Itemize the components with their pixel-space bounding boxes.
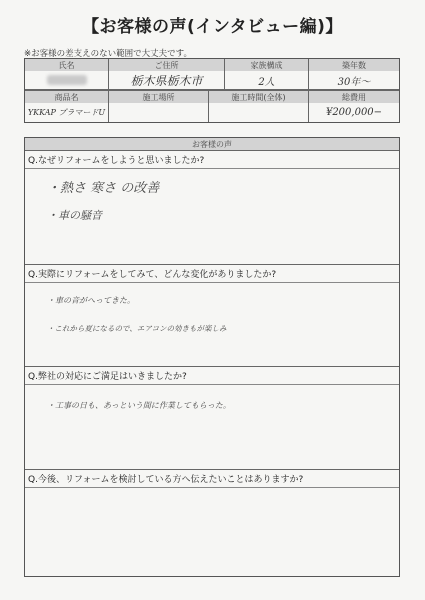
question-3: Q.弊社の対応にご満足はいきましたか? [25, 367, 399, 385]
question-4: Q.今後、リフォームを検討している方へ伝えたいことはありますか? [25, 470, 399, 488]
value-location [109, 103, 209, 122]
question-block-1 [25, 151, 399, 264]
answer-1-1: ・熱さ 寒さ の改善 [47, 181, 160, 196]
privacy-note: ※お客様の差支えのない範囲で大丈夫です。 [24, 49, 192, 59]
customer-voice-section [24, 137, 400, 577]
answer-3-1: ・工事の日も、あっという間に作業してもらった。 [47, 401, 231, 410]
info-header-row-2 [25, 90, 399, 103]
question-2: Q.実際にリフォームをしてみて、どんな変化がありましたか? [25, 265, 399, 283]
value-address: 栃木県栃木市 [109, 71, 225, 90]
header-address: ご住所 [109, 59, 225, 71]
header-duration: 施工時間(全体) [209, 91, 309, 103]
voice-header: お客様の声 [25, 138, 399, 151]
header-building-age: 築年数 [309, 59, 399, 71]
answer-2-1: ・車の音がへってきた。 [47, 296, 135, 305]
header-total-cost: 総費用 [309, 91, 399, 103]
question-1: Q.なぜリフォームをしようと思いましたか? [25, 151, 399, 169]
header-family: 家族構成 [225, 59, 309, 71]
value-name [25, 71, 109, 90]
question-block-3 [25, 366, 399, 469]
value-product: YKKAP プラマードU [25, 103, 109, 122]
question-block-4 [25, 469, 399, 576]
customer-info-table [24, 58, 400, 123]
value-duration [209, 103, 309, 122]
redacted-name [47, 75, 87, 85]
header-product: 商品名 [25, 91, 109, 103]
info-header-row-1 [25, 59, 399, 71]
info-value-row-2 [25, 103, 399, 122]
page-title: 【お客様の声(インタビュー編)】 [82, 17, 343, 37]
info-value-row-1 [25, 71, 399, 90]
question-block-2 [25, 264, 399, 366]
value-family: 2人 [225, 71, 309, 90]
value-building-age: 30年〜 [309, 71, 399, 90]
value-total-cost: ¥200,000− [325, 107, 383, 118]
answer-2-2: ・これから夏になるので、エアコンの効きもが楽しみ [47, 324, 227, 333]
answer-1-2: ・車の騒音 [47, 209, 102, 222]
header-location: 施工場所 [109, 91, 209, 103]
header-name: 氏名 [25, 59, 109, 71]
